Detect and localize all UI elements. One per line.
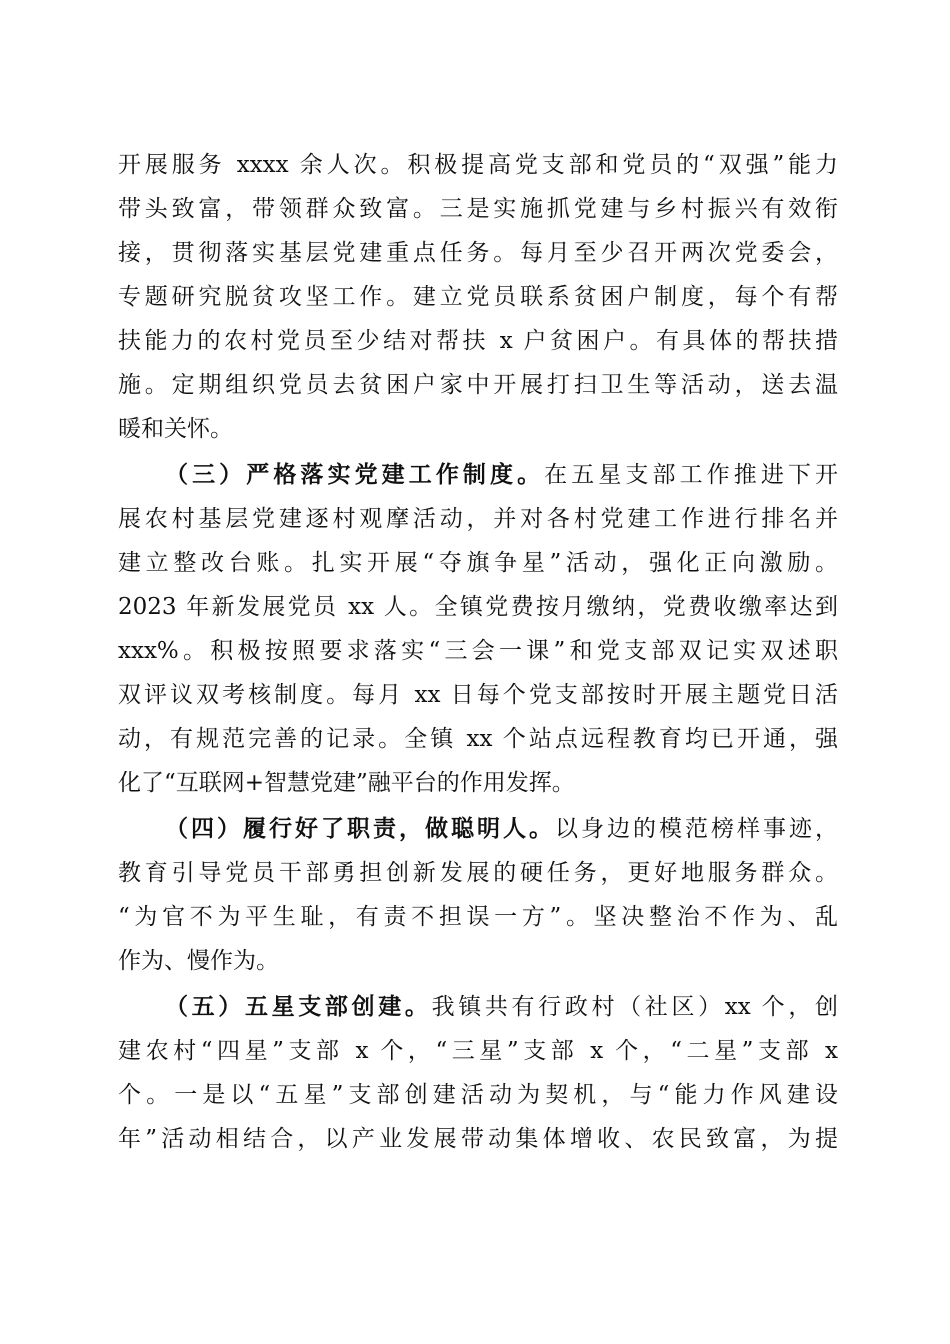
text-line: 建立整改台账。扎实开展“夺旗争星”活动，强化正向激励。 [118, 550, 838, 576]
text-line: 2023 年新发展党员 xx 人。全镇党费按月缴纳，党费收缴率达到 [118, 594, 838, 620]
text-line: 带头致富，带领群众致富。三是实施抓党建与乡村振兴有效衔 [118, 196, 838, 222]
text-line: 展农村基层党建逐村观摩活动，并对各村党建工作进行排名并 [118, 506, 838, 532]
paragraph-first-line [165, 453, 838, 497]
text-span: 在五星支部工作推进下开 [544, 462, 838, 488]
text-line: 化了“互联网+智慧党建”融平台的作用发挥。 [118, 770, 575, 796]
text-span: 以身边的模范榜样事迹， [555, 816, 838, 842]
text-line: 教育引导党员干部勇担创新发展的硬任务，更好地服务群众。 [118, 860, 838, 886]
text-line: xxx%。积极按照要求落实“三会一课”和党支部双记实双述职 [118, 638, 838, 664]
text-line: 年”活动相结合，以产业发展带动集体增收、农民致富，为提 [118, 1126, 838, 1152]
paragraph-first-line [165, 985, 838, 1029]
section-heading-4: （四）履行好了职责，做聪明人。 [165, 816, 555, 842]
text-line: “为官不为平生耻，有责不担误一方”。坚决整治不作为、乱 [118, 904, 838, 930]
section-heading-3: （三）严格落实党建工作制度。 [165, 462, 545, 488]
text-line: 扶能力的农村党员至少结对帮扶 x 户贫困户。有具体的帮扶措 [118, 328, 838, 354]
text-line: 施。定期组织党员去贫困户家中开展打扫卫生等活动，送去温 [118, 372, 838, 398]
text-span: 我镇共有行政村（社区）xx 个，创 [431, 994, 838, 1020]
text-line: 个。一是以“五星”支部创建活动为契机，与“能力作风建设 [118, 1082, 838, 1108]
text-line: 开展服务 xxxx 余人次。积极提高党支部和党员的“双强”能力 [118, 152, 838, 178]
text-line: 暖和关怀。 [118, 416, 233, 442]
text-line: 双评议双考核制度。每月 xx 日每个党支部按时开展主题党日活 [118, 682, 838, 708]
text-line: 专题研究脱贫攻坚工作。建立党员联系贫困户制度，每个有帮 [118, 284, 838, 310]
text-line: 接，贯彻落实基层党建重点任务。每月至少召开两次党委会， [118, 240, 838, 266]
section-heading-5: （五）五星支部创建。 [165, 994, 432, 1020]
text-line: 动，有规范完善的记录。全镇 xx 个站点远程教育均已开通，强 [118, 726, 838, 752]
paragraph-first-line [165, 807, 838, 851]
text-line: 作为、慢作为。 [118, 948, 279, 974]
text-line: 建农村“四星”支部 x 个，“三星”支部 x 个，“二星”支部 x [118, 1038, 838, 1064]
